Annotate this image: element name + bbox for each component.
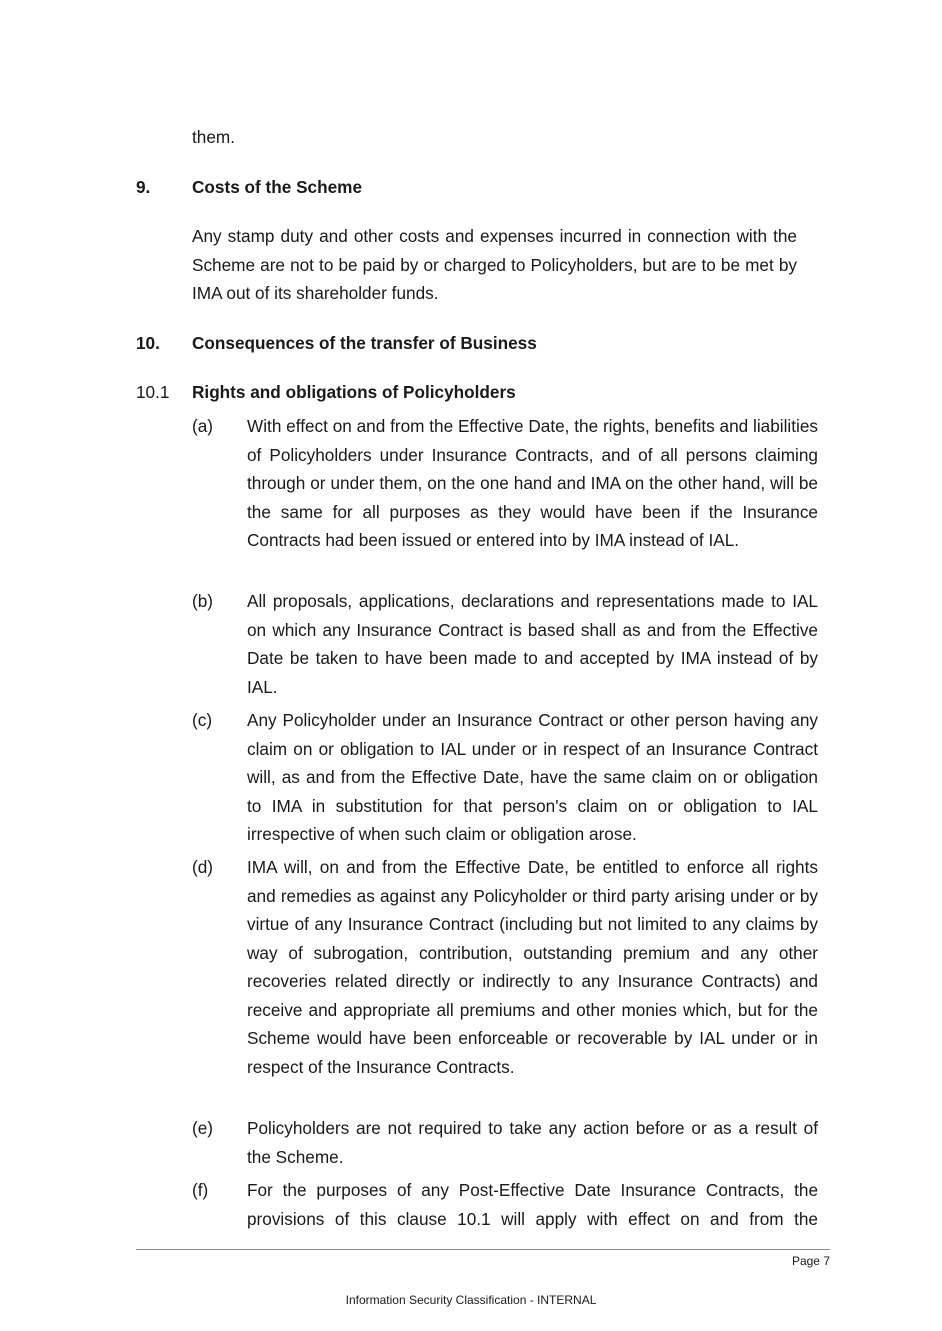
- item-label-c: (c): [192, 710, 213, 730]
- item-text-c: Any Policyholder under an Insurance Contract or other person having any claim on or obligation to IAL under or in respect of an Insurance Contract will, as and from the Effective Date, have the same claim on or obligation to IMA in substitution for that person's claim on or obligation to IAL irrespective of when such claim or obligation arose.: [247, 710, 818, 844]
- item-label-d: (d): [192, 857, 214, 877]
- item-text-e: Policyholders are not required to take any action before or as a result of the Scheme.: [247, 1118, 818, 1167]
- clause-10-1-heading: Rights and obligations of Policyholders: [192, 382, 516, 402]
- continuation-text: them.: [192, 127, 235, 147]
- item-label-f: (f): [192, 1180, 209, 1200]
- item-label-b: (b): [192, 591, 214, 611]
- item-text-d: IMA will, on and from the Effective Date, be entitled to enforce all rights and remedies as against any Policyholder or third party arising under or by virtue of any Insurance Contract (including but not limited to any claims by way of subrogation, contribution, outstanding premium and any other recoveries related directly or indirectly to any Insurance Contracts) and receive and appropriate all premiums and other monies which, but for the Scheme would have been enforceable or recoverable by IAL under or in respect of the Insurance Contracts.: [247, 857, 818, 1077]
- item-text-f: For the purposes of any Post-Effective Date Insurance Contracts, the provisions of this clause 10.1 will apply with effect on and from the: [247, 1180, 818, 1229]
- clause-10-1-number: 10.1: [136, 382, 170, 402]
- section-9-number: 9.: [136, 177, 151, 197]
- security-classification: Information Security Classification - INTERNAL: [345, 1293, 597, 1307]
- section-10-heading: Consequences of the transfer of Business: [192, 333, 537, 353]
- section-9-heading: Costs of the Scheme: [192, 177, 363, 197]
- section-9-body: Any stamp duty and other costs and expenses incurred in connection with the Scheme are not to be paid by or charged to Policyholders, but are to be met by IMA out of its shareholder funds.: [192, 226, 797, 303]
- item-label-e: (e): [192, 1118, 214, 1138]
- section-10-number: 10.: [136, 333, 160, 353]
- item-label-a: (a): [192, 416, 214, 436]
- item-text-b: All proposals, applications, declarations and representations made to IAL on which any Insurance Contract is based shall as and from the Effective Date be taken to have been made to and accepted by IMA instead of by IAL.: [247, 591, 818, 697]
- item-text-a: With effect on and from the Effective Date, the rights, benefits and liabilities of Policyholders under Insurance Contracts, and of all persons claiming through or under them, on the one hand and IMA on the other hand, will be the same for all purposes as they would have been if the Insurance Contracts had been issued or entered into by IMA instead of IAL.: [247, 416, 818, 550]
- footer-divider: [136, 1249, 830, 1250]
- page-number: Page 7: [791, 1254, 830, 1268]
